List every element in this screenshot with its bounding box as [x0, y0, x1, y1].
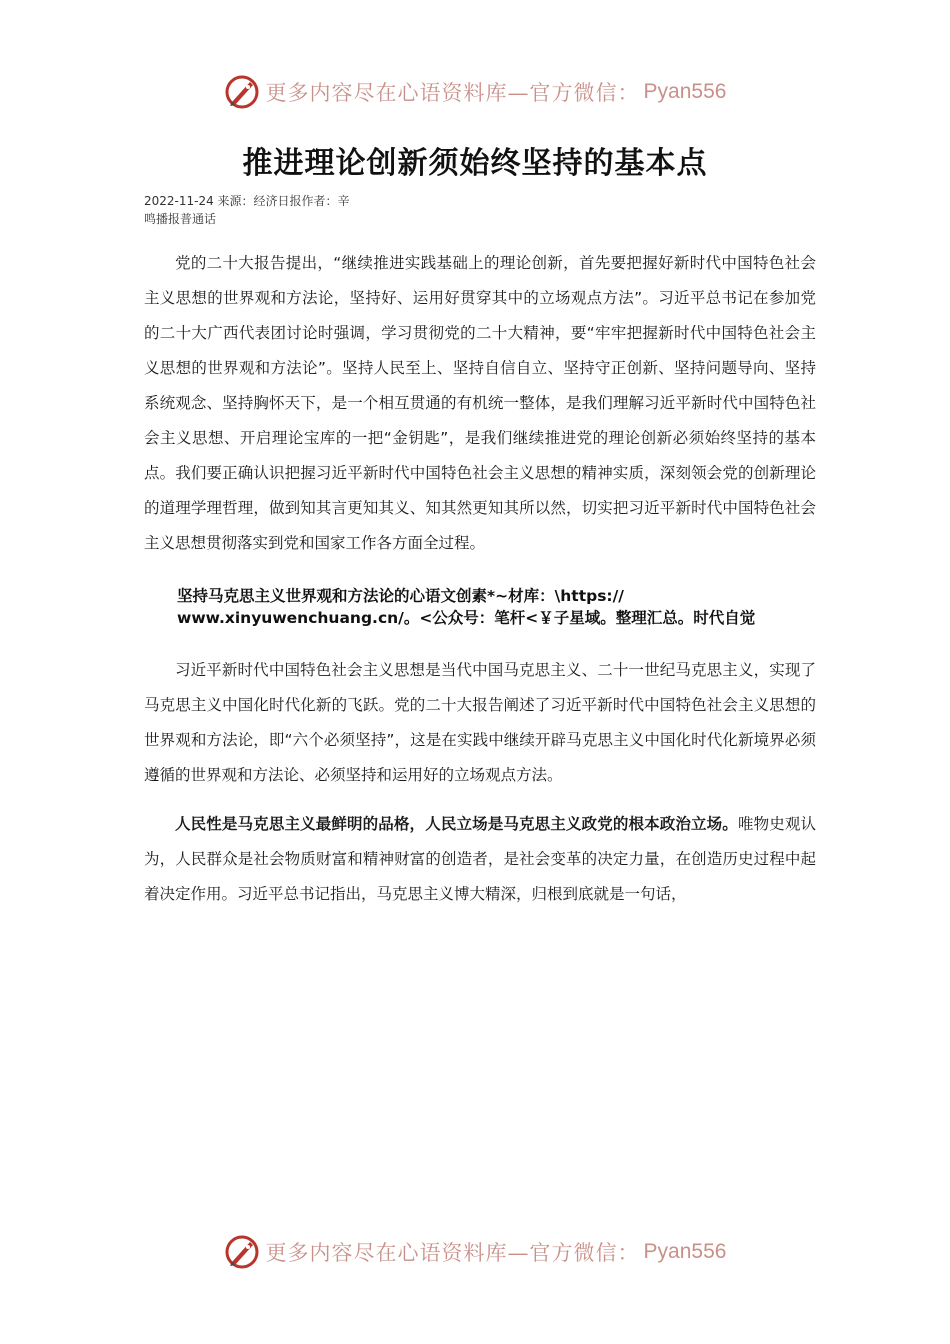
subheading-line-1: 坚持马克思主义世界观和方法论的心语文创素*~材库：\https:// — [177, 587, 624, 605]
header-watermark-banner — [0, 72, 950, 112]
article-meta — [144, 192, 384, 228]
paragraph-people — [144, 807, 816, 912]
paragraph-people-lead: 人民性是马克思主义最鲜明的品格，人民立场是马克思主义政党的根本政治立场。 — [175, 815, 738, 833]
article-title: 推进理论创新须始终坚持的基本点 — [242, 146, 708, 181]
pen-logo-icon — [224, 1234, 260, 1270]
paragraph-people-rest: 唯物史观认为，人民群众是社会物质财富和精神财富的创造者，是社会变革的决定力量，在创造历史过程中起着决定作用。习近平总书记指出，马克思主义博大精深，归根到底就是一句话， — [144, 815, 816, 903]
banner-wechat-id: Pyan556 — [643, 1240, 727, 1263]
banner-wechat-id: Pyan556 — [643, 80, 727, 103]
subheading-line-2: www.xinyuwenchuang.cn/。<公众号：笔杆<￥子星域。整理汇总。时代自觉 — [177, 609, 756, 627]
banner-text: 更多内容尽在心语资料库—官方微信： — [265, 1241, 640, 1265]
meta-date-source: 2022-11-24 来源：经济日报作者：辛 — [144, 194, 350, 208]
paragraph-intro: 党的二十大报告提出，“继续推进实践基础上的理论创新，首先要把握好新时代中国特色社会主义思想的世界观和方法论，坚持好、运用好贯穿其中的立场观点方法”。习近平总书记在参加党的二十大广西代表团讨论时强调，学习贯彻党的二十大精神，要“牢牢把握新时代中国特色社会主义思想的世界观和方法论”。坚持人民至上、坚持自信自立、坚持守正创新、坚持问题导向、坚持系统观念、坚持胸怀天下，是一个相互贯通的有机统一整体，是我们理解习近平新时代中国特色社会主义思想、开启理论宝库的一把“金钥匙”，是我们继续推进党的理论创新必须始终坚持的基本点。我们要正确认识把握习近平新时代中国特色社会主义思想的精神实质，深刻领会党的创新理论的道理学理哲理，做到知其言更知其义、知其然更知其所以然，切实把习近平新时代中国特色社会主义思想贯彻落实到党和国家工作各方面全过程。 — [144, 254, 816, 552]
pen-logo-icon — [224, 74, 260, 110]
paragraph-marxism: 习近平新时代中国特色社会主义思想是当代中国马克思主义、二十一世纪马克思主义，实现了马克思主义中国化时代化新的飞跃。党的二十大报告阐述了习近平新时代中国特色社会主义思想的世界观和方法论，即“六个必须坚持”，这是在实践中继续开辟马克思主义中国化时代化新境界必须遵循的世界观和方法论、必须坚持和运用好的立场观点方法。 — [144, 661, 816, 784]
section-subheading — [144, 585, 816, 629]
meta-author-audio: 鸣播报普通话 — [144, 212, 217, 226]
footer-watermark-banner — [0, 1232, 950, 1272]
article-body — [144, 246, 816, 912]
banner-text: 更多内容尽在心语资料库—官方微信： — [265, 81, 640, 105]
